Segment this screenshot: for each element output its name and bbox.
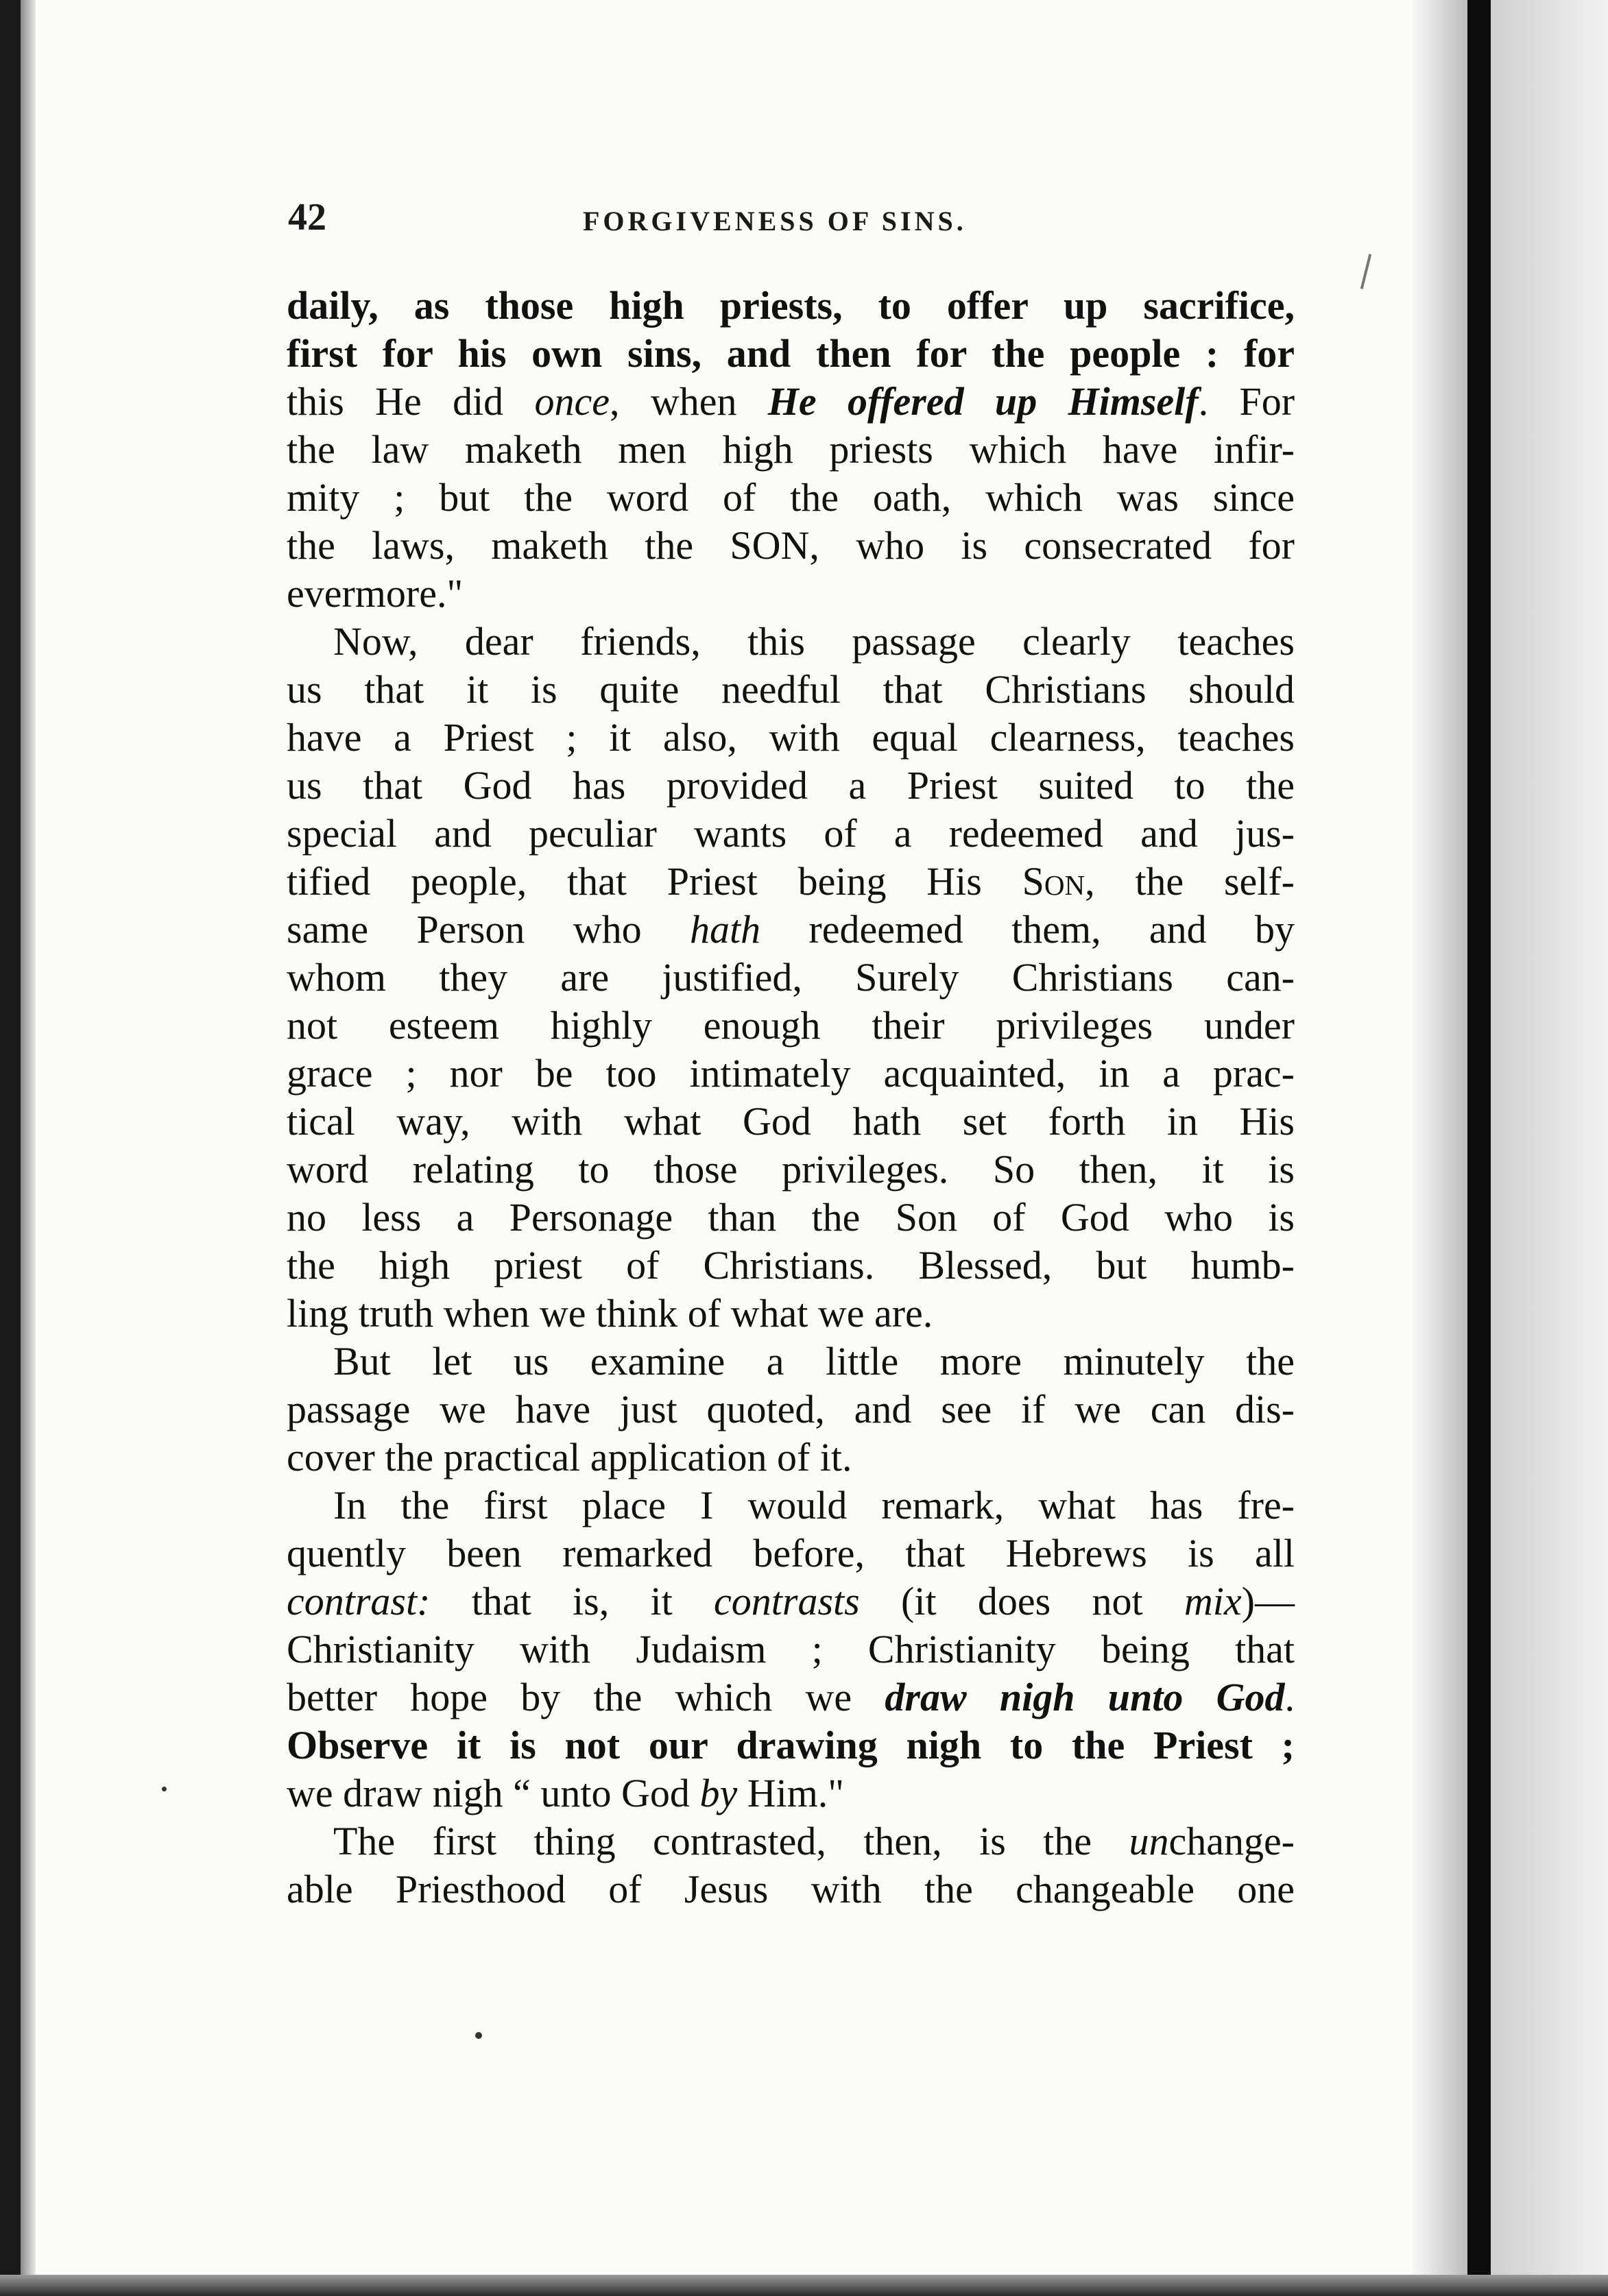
- adjacent-page-edge: [1491, 0, 1608, 2296]
- text-line: tified people, that Priest being His Son, the self-: [287, 859, 1295, 904]
- text-line: not esteem highly enough their privileges under: [287, 1003, 1295, 1048]
- scan-left-border: [0, 0, 21, 2296]
- page-header: [288, 195, 1289, 243]
- gutter-shadow: [1413, 0, 1467, 2296]
- text-line: passage we have just quoted, and see if we can dis-: [287, 1387, 1295, 1431]
- text-line: Observe it is not our drawing nigh to the Priest ;: [287, 1723, 1295, 1767]
- text-line: no less a Personage than the Son of God who is: [287, 1195, 1295, 1240]
- text-line: cover the practical application of it.: [287, 1435, 852, 1479]
- scan-bottom-border: [0, 2275, 1608, 2296]
- paragraph-start: But let us examine a little more minutely the: [333, 1339, 1295, 1383]
- text-line: evermore.": [287, 571, 464, 616]
- text-line: us that it is quite needful that Christians should: [287, 667, 1295, 712]
- text-line: daily, as those high priests, to offer up sacrifice,: [287, 283, 1295, 328]
- scan-left-shading: [21, 0, 36, 2296]
- text-line: whom they are justified, Surely Christians can-: [287, 955, 1295, 1000]
- text-line: the laws, maketh the SON, who is consecrated for: [287, 523, 1295, 568]
- text-line: ling truth when we think of what we are.: [287, 1291, 933, 1336]
- text-line: contrast: that is, it contrasts (it does not mix)—: [287, 1579, 1295, 1623]
- text-line: the law maketh men high priests which have infir-: [287, 427, 1295, 472]
- text-line: quently been remarked before, that Hebrews is all: [287, 1531, 1295, 1575]
- paragraph-start: In the first place I would remark, what has fre-: [333, 1483, 1295, 1527]
- ink-speck: [475, 2032, 482, 2039]
- text-line: able Priesthood of Jesus with the changeable one: [287, 1867, 1295, 1911]
- book-spine-edge: [1467, 0, 1491, 2296]
- text-line: word relating to those privileges. So then, it is: [287, 1147, 1295, 1192]
- text-line: have a Priest ; it also, with equal clearness, teaches: [287, 715, 1295, 760]
- text-line: first for his own sins, and then for the people : for: [287, 331, 1295, 376]
- text-line: this He did once, when He offered up Himself. For: [287, 379, 1295, 424]
- paragraph-start: The first thing contrasted, then, is the unchange-: [333, 1819, 1295, 1863]
- text-line: tical way, with what God hath set forth in His: [287, 1099, 1295, 1144]
- ink-speck: [162, 1787, 167, 1791]
- text-line: we draw nigh “ unto God by Him.": [287, 1771, 844, 1815]
- running-head: FORGIVENESS OF SINS.: [583, 206, 967, 237]
- body-text: [287, 282, 1295, 1913]
- text-line: special and peculiar wants of a redeemed and jus-: [287, 811, 1295, 856]
- page-number: 42: [288, 196, 326, 239]
- text-line: Christianity with Judaism ; Christianity being that: [287, 1627, 1295, 1671]
- text-line: better hope by the which we draw nigh unto God.: [287, 1675, 1295, 1719]
- paragraph-start: Now, dear friends, this passage clearly teaches: [333, 619, 1295, 664]
- text-line: mity ; but the word of the oath, which was since: [287, 475, 1295, 520]
- text-line: same Person who hath redeemed them, and by: [287, 907, 1295, 952]
- text-line: us that God has provided a Priest suited to the: [287, 763, 1295, 808]
- text-line: grace ; nor be too intimately acquainted, in a prac-: [287, 1051, 1295, 1096]
- text-line: the high priest of Christians. Blessed, but humb-: [287, 1243, 1295, 1288]
